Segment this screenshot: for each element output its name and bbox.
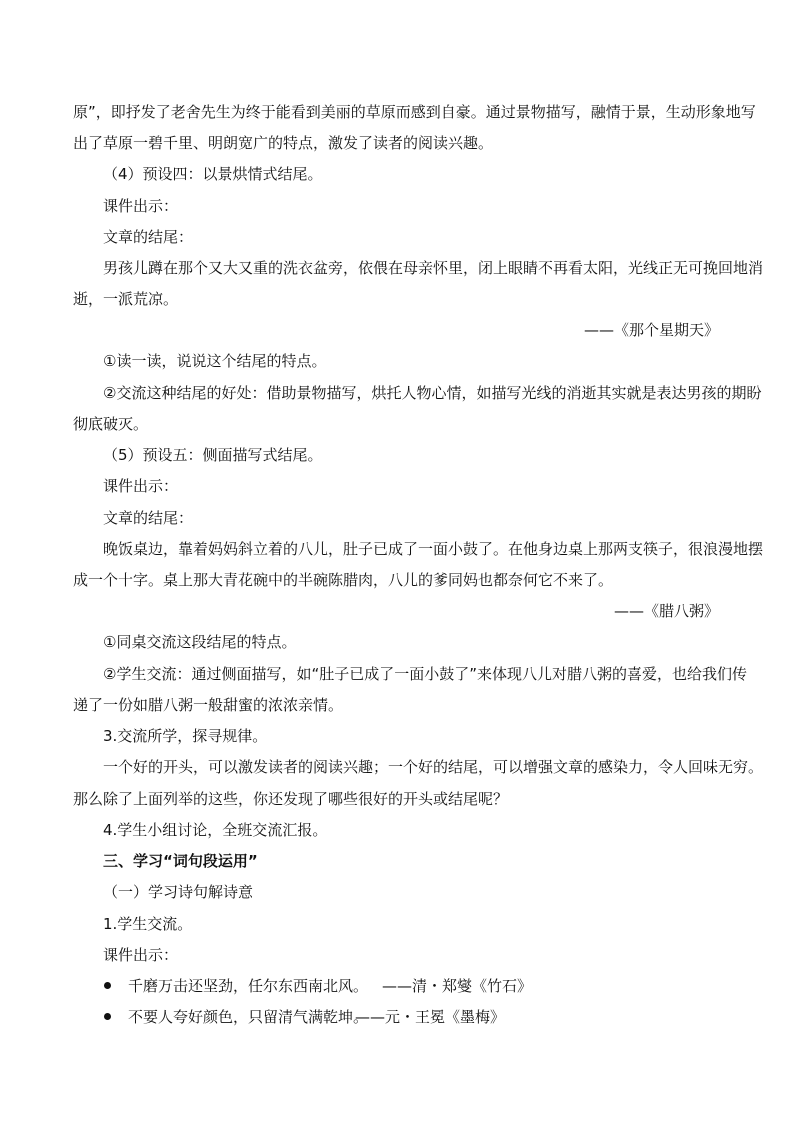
subsection-heading: （一）学习诗句解诗意 [103,883,254,901]
ending-label: 文章的结尾： [103,228,194,246]
step4-heading: 4.学生小组讨论，全班交流汇报。 [103,821,328,839]
poem-source: ——元・王冕《墨梅》 [355,1008,506,1026]
courseware-label: 课件出示： [103,477,179,495]
preset4-heading: （4）预设四：以景烘情式结尾。 [103,165,323,183]
task-item: ①读一读，说说这个结尾的特点。 [103,352,327,370]
poem-verse: 不要人夸好颜色，只留清气满乾坤。 [128,1008,369,1026]
poem-source: ——清・郑燮《竹石》 [382,977,533,995]
body-text-line: 那么除了上面列举的这些，你还发现了哪些很好的开头或结尾呢？ [73,790,509,808]
quote-text-line: 晚饭桌边，靠着妈妈斜立着的八儿，肚子已成了一面小鼓了。在他身边桌上那两支筷子，很浪漫地摆 [103,540,764,558]
task-item: ②交流这种结尾的好处：借助景物描写，烘托人物心情，如描写光线的消逝其实就是表达男孩的期盼 [103,384,762,402]
quote-text-line: 逝，一派荒凉。 [73,290,179,308]
bullet-icon [104,1013,111,1020]
task-item-continued: 递了一份如腊八粥一般甜蜜的浓浓亲情。 [73,696,344,714]
list-item: 1.学生交流。 [103,915,193,933]
body-text-line: 一个好的开头，可以激发读者的阅读兴趣；一个好的结尾，可以增强文章的感染力，令人回味无穷。 [103,758,764,776]
preset5-heading: （5）预设五：侧面描写式结尾。 [103,446,323,464]
quote-text-line: 成一个十字。桌上那大青花碗中的半碗陈腊肉，八儿的爹同妈也都奈何它不来了。 [73,571,614,589]
quote-source: ——《腊八粥》 [613,602,719,620]
bullet-icon [104,982,111,989]
quote-text-line: 男孩儿蹲在那个又大又重的洗衣盆旁，依偎在母亲怀里，闭上眼睛不再看太阳，光线正无可挽回地消 [103,259,764,277]
section-heading: 三、学习“词句段运用” [103,852,258,870]
poem-verse: 千磨万击还坚劲，任尔东西南北风。 [128,977,369,995]
quote-source: ——《那个星期天》 [583,321,719,339]
courseware-label: 课件出示： [103,197,179,215]
task-item: ①同桌交流这段结尾的特点。 [103,633,297,651]
courseware-label: 课件出示： [103,946,179,964]
ending-label: 文章的结尾： [103,509,194,527]
task-item-continued: 彻底破灭。 [73,415,149,433]
body-text-line: 原”，即抒发了老舍先生为终于能看到美丽的草原而感到自豪。通过景物描写，融情于景，生动形象地写 [73,103,756,121]
body-text-line: 出了草原一碧千里、明朗宽广的特点，激发了读者的阅读兴趣。 [73,134,494,152]
step3-heading: 3.交流所学，探寻规律。 [103,727,268,745]
task-item: ②学生交流：通过侧面描写，如“肚子已成了一面小鼓了”来体现八儿对腊八粥的喜爱，也给我们传 [103,665,747,683]
